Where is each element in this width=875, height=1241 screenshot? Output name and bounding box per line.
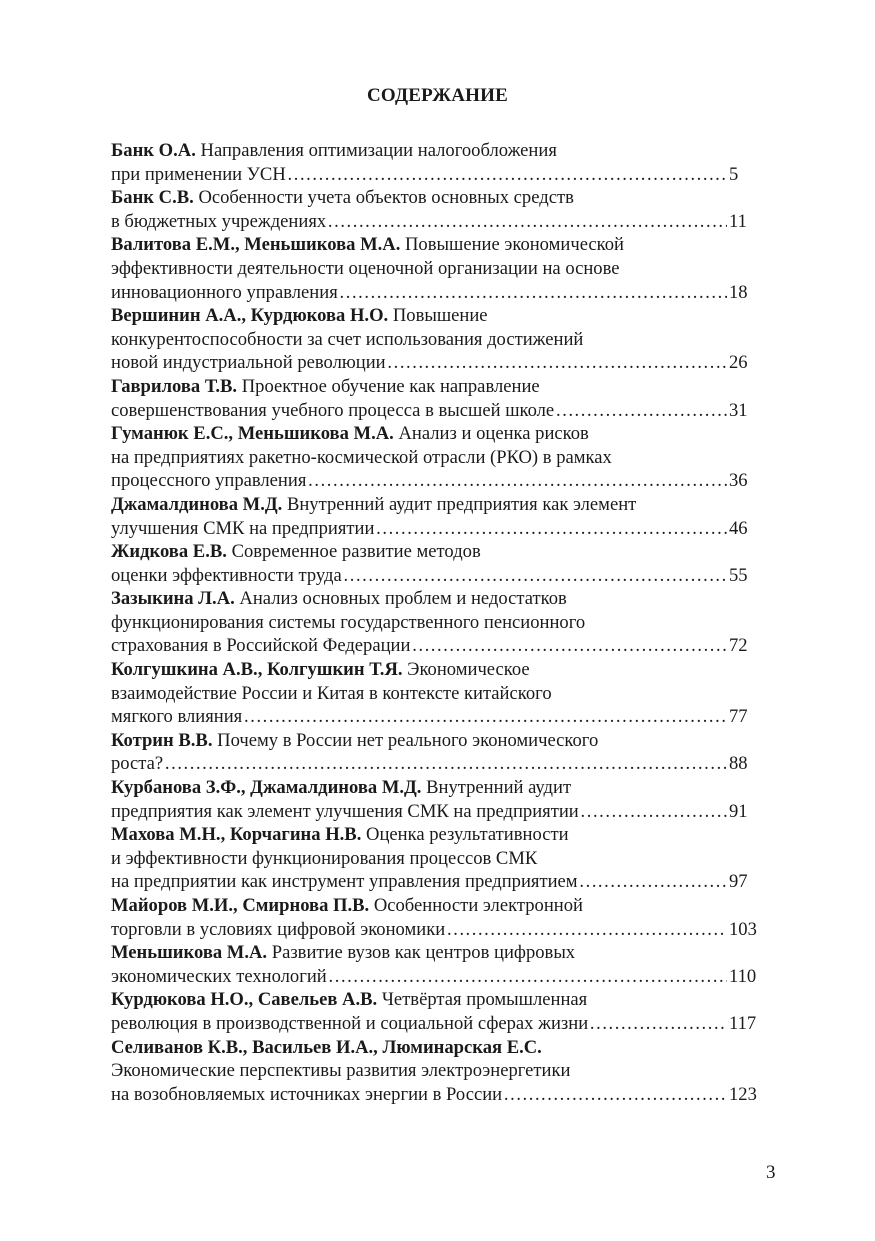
toc-entry-title: процессного управления — [111, 470, 307, 492]
toc-entry-page: 5 — [729, 163, 739, 185]
toc-entry-title: Анализ и оценка рисков — [398, 423, 589, 445]
toc-entry-text — [111, 1012, 588, 1036]
toc-entry-title: при применении УСН — [111, 163, 286, 185]
toc-entry-title: на возобновляемых источниках энергии в России — [111, 1083, 503, 1105]
toc-entry-title: новой индустриальной революции — [111, 352, 386, 374]
toc-entry-authors: Зазыкина Л.А. — [111, 588, 235, 610]
toc-entry-line — [111, 564, 761, 588]
toc-entry-text — [111, 399, 554, 423]
toc-entry-title: эффективности деятельности оценочной организации на основе — [111, 257, 620, 279]
dot-leader — [307, 469, 727, 493]
toc-entry-page: 26 — [729, 352, 748, 374]
toc-entry-authors: Банк О.А. — [111, 140, 196, 161]
toc-entry-title: торговли в условиях цифровой экономики — [111, 918, 446, 940]
toc-entry-line — [111, 587, 761, 611]
toc-entry-page: 110 — [729, 965, 757, 987]
dot-leader — [164, 752, 727, 776]
toc-entry-page: 18 — [729, 281, 748, 303]
toc-entry-line — [111, 752, 761, 776]
toc-entry-title: экономических технологий — [111, 965, 327, 987]
toc-entry-line — [111, 847, 761, 871]
toc-entry-line — [111, 1036, 761, 1060]
toc-entry-text — [111, 612, 585, 633]
dot-leader — [589, 1012, 727, 1036]
toc-entry-title: роста? — [111, 753, 164, 775]
toc-entry-line — [111, 163, 761, 187]
toc-entry-text — [111, 140, 557, 161]
toc-entry — [111, 540, 761, 587]
toc-entry-text — [111, 989, 587, 1010]
toc-entry-text — [111, 730, 598, 751]
toc-entry — [111, 776, 761, 823]
dot-leader — [387, 351, 727, 375]
toc-entry-page: 55 — [729, 564, 748, 586]
toc-entry-page: 77 — [729, 706, 748, 728]
toc-entry-authors: Валитова Е.М., Меньшикова М.А. — [111, 234, 401, 256]
toc-entry-page: 46 — [729, 517, 748, 539]
toc-entry-title: Внутренний аудит предприятия как элемент — [286, 493, 637, 515]
toc-entry-authors: Банк С.В. — [111, 187, 194, 209]
toc-entry-title: в бюджетных учреждениях — [111, 210, 327, 232]
toc-entry-title: Особенности учета объектов основных средств — [198, 187, 574, 209]
toc-entry-line — [111, 823, 761, 847]
toc-entry-line — [111, 540, 761, 564]
toc-entry — [111, 422, 761, 493]
toc-entry-text — [111, 329, 583, 350]
toc-entry-title: Четвёртая промышленная — [381, 989, 588, 1011]
toc-entry-authors: Майоров М.И., Смирнова П.В. — [111, 895, 370, 916]
toc-entry — [111, 493, 761, 540]
toc-entry-page: 117 — [729, 1012, 757, 1034]
toc-entry-line — [111, 281, 761, 305]
toc-entry — [111, 139, 761, 186]
toc-entry-text — [111, 187, 574, 208]
toc-entry-title: Развитие вузов как центров цифровых — [271, 942, 576, 964]
toc-entry-line — [111, 705, 761, 729]
toc-entry-page: 72 — [729, 635, 748, 657]
toc-entry-text — [111, 588, 567, 609]
toc-entry-line — [111, 729, 761, 753]
toc-entry-text — [111, 895, 583, 916]
toc-entry-authors: Жидкова Е.В. — [111, 541, 227, 563]
toc-entry-text — [111, 376, 540, 397]
toc-entry-line — [111, 233, 761, 257]
toc-entry-text — [111, 234, 624, 255]
toc-entry-authors: Селиванов К.В., Васильев И.А., Люминарская Е.С. — [111, 1036, 542, 1058]
toc-entry-line — [111, 186, 761, 210]
toc-entry-title: конкурентоспособности за счет использования достижений — [111, 328, 584, 350]
toc-entry-title: Внутренний аудит — [426, 777, 572, 799]
toc-entry-line — [111, 493, 761, 517]
toc-entry-title: Повышение экономической — [405, 234, 625, 256]
toc-entry-line — [111, 611, 761, 635]
dot-leader — [411, 634, 727, 658]
toc-entry-text — [111, 870, 578, 894]
toc-entry-text — [111, 423, 589, 444]
toc-entry-title: улучшения СМК на предприятии — [111, 517, 375, 539]
toc-entry-title: Повышение — [392, 305, 488, 327]
toc-entry-text — [111, 848, 537, 869]
toc-entry-line — [111, 894, 761, 918]
toc-entry-text — [111, 258, 620, 279]
toc-entry-text — [111, 305, 488, 326]
toc-entry-text — [111, 777, 571, 798]
toc-entry-line — [111, 965, 761, 989]
toc-entry-text — [111, 705, 242, 729]
toc-entry-title: предприятия как элемент улучшения СМК на предприятии — [111, 800, 579, 822]
toc-entry-line — [111, 210, 761, 234]
page-number: 3 — [766, 1162, 776, 1183]
toc-entry-text — [111, 517, 374, 541]
toc-entry-authors: Гаврилова Т.В. — [111, 375, 238, 397]
toc-entry — [111, 729, 761, 776]
toc-entry-text — [111, 469, 306, 493]
toc-entry-authors: Курдюкова Н.О., Савельев А.В. — [111, 989, 378, 1011]
toc-entry-title: функционирования системы государственного пенсионного — [111, 611, 586, 633]
toc-entry-text — [111, 1060, 570, 1081]
toc-entry-text — [111, 351, 386, 375]
toc-entry-line — [111, 328, 761, 352]
toc-entry-line — [111, 375, 761, 399]
toc-entry-line — [111, 658, 761, 682]
toc-entry-line — [111, 446, 761, 470]
toc-entry-line — [111, 918, 761, 942]
toc-entry-title: Оценка результативности — [366, 824, 569, 846]
toc-entry-title: и эффективности функционирования процессов СМК — [111, 847, 538, 869]
toc-entry-page: 11 — [729, 210, 747, 232]
toc-entry-line — [111, 399, 761, 423]
toc-entry-line — [111, 469, 761, 493]
dot-leader — [579, 870, 727, 894]
toc-entry-page: 103 — [729, 918, 757, 940]
toc-entry-title: Анализ основных проблем и недостатков — [239, 588, 567, 610]
toc-entry-line — [111, 1083, 761, 1107]
toc-entry-title: взаимодействие России и Китая в контексте китайского — [111, 682, 552, 704]
toc-entry-text — [111, 824, 569, 845]
toc-entry — [111, 941, 761, 988]
toc-entry-title: революция в производственной и социальной сферах жизни — [111, 1012, 589, 1034]
toc-entry-title: инновационного управления — [111, 281, 338, 303]
toc-entry-title: на предприятиях ракетно-космической отрасли (РКО) в рамках — [111, 446, 612, 468]
dot-leader — [328, 965, 727, 989]
toc-entry-line — [111, 988, 761, 1012]
toc-entry-page: 31 — [729, 399, 748, 421]
toc-entry-text — [111, 281, 338, 305]
toc-entry-authors: Вершинин А.А., Курдюкова Н.О. — [111, 305, 389, 327]
page-title: СОДЕРЖАНИЕ — [367, 85, 508, 106]
toc-entry — [111, 587, 761, 658]
toc-entry-authors: Колгушкина А.В., Колгушкин Т.Я. — [111, 659, 403, 681]
toc-entry — [111, 375, 761, 422]
dot-leader — [375, 517, 727, 541]
toc-entry-text — [111, 1083, 502, 1107]
dot-leader — [580, 800, 727, 824]
toc-entry — [111, 186, 761, 233]
toc-entry — [111, 658, 761, 729]
toc-entry-authors: Джамалдинова М.Д. — [111, 493, 283, 515]
toc-entry — [111, 304, 761, 375]
toc-entry-title: на предприятии как инструмент управления предприятием — [111, 871, 578, 893]
toc-entry-title: страхования в Российской Федерации — [111, 635, 411, 657]
dot-leader — [503, 1083, 727, 1107]
toc-entry-line — [111, 422, 761, 446]
toc-entry — [111, 894, 761, 941]
toc-entry-text — [111, 494, 636, 515]
toc-entry-text — [111, 210, 326, 234]
toc-entry-title: Почему в России нет реального экономического — [217, 729, 599, 751]
toc-entry-line — [111, 139, 761, 163]
toc-entry-line — [111, 1012, 761, 1036]
toc-entry-authors: Меньшикова М.А. — [111, 942, 268, 964]
toc-entry-text — [111, 918, 445, 942]
toc-entry-authors: Котрин В.В. — [111, 729, 213, 751]
toc-entry-line — [111, 870, 761, 894]
toc-entry — [111, 988, 761, 1035]
toc-entry-line — [111, 257, 761, 281]
dot-leader — [446, 918, 727, 942]
toc-entry-title: Экономическое — [407, 659, 530, 681]
toc-entry-text — [111, 634, 410, 658]
toc-entry-line — [111, 634, 761, 658]
toc-entry-title: оценки эффективности труда — [111, 564, 342, 586]
toc-entry-line — [111, 800, 761, 824]
toc-entry — [111, 823, 761, 894]
toc-entry-line — [111, 682, 761, 706]
toc-entry-text — [111, 659, 530, 680]
toc-entry-title: совершенствования учебного процесса в высшей школе — [111, 399, 555, 421]
dot-leader — [243, 705, 727, 729]
toc-entry-text — [111, 752, 163, 776]
toc-entry-text — [111, 163, 286, 187]
toc-entry-text — [111, 564, 342, 588]
toc-entry-title: Современное развитие методов — [231, 541, 481, 563]
dot-leader — [287, 163, 727, 187]
dot-leader — [327, 210, 727, 234]
toc-entry-page: 88 — [729, 753, 748, 775]
toc-entry-text — [111, 683, 552, 704]
toc-entry-page: 123 — [729, 1083, 757, 1105]
toc-entry — [111, 1036, 761, 1107]
toc-entry — [111, 233, 761, 304]
toc-entry-title: мягкого влияния — [111, 706, 243, 728]
toc-entry-title: Экономические перспективы развития электроэнергетики — [111, 1060, 571, 1082]
toc-entry-text — [111, 541, 481, 562]
toc-entry-text — [111, 942, 575, 963]
toc-entry-line — [111, 517, 761, 541]
toc-entry-line — [111, 941, 761, 965]
dot-leader — [343, 564, 727, 588]
dot-leader — [339, 281, 727, 305]
toc-entry-line — [111, 304, 761, 328]
toc-entry-text — [111, 965, 327, 989]
toc-entry-authors: Курбанова З.Ф., Джамалдинова М.Д. — [111, 777, 422, 799]
toc-entry-title: Направления оптимизации налогообложения — [200, 140, 557, 161]
dot-leader — [555, 399, 727, 423]
toc-entry-title: Проектное обучение как направление — [241, 375, 540, 397]
toc-entry-page: 97 — [729, 871, 748, 893]
toc-entry-line — [111, 351, 761, 375]
toc-entry-line — [111, 776, 761, 800]
toc-entry-page: 91 — [729, 800, 748, 822]
toc-entry-authors: Махова М.Н., Корчагина Н.В. — [111, 824, 362, 846]
toc-entry-text — [111, 1037, 542, 1058]
toc-entry-text — [111, 447, 612, 468]
toc-entry-title: Особенности электронной — [373, 895, 583, 916]
toc-entry-line — [111, 1059, 761, 1083]
toc-entry-authors: Гуманюк Е.С., Меньшикова М.А. — [111, 423, 394, 445]
toc-entry-text — [111, 800, 579, 824]
table-of-contents — [111, 139, 761, 1106]
toc-entry-page: 36 — [729, 470, 748, 492]
